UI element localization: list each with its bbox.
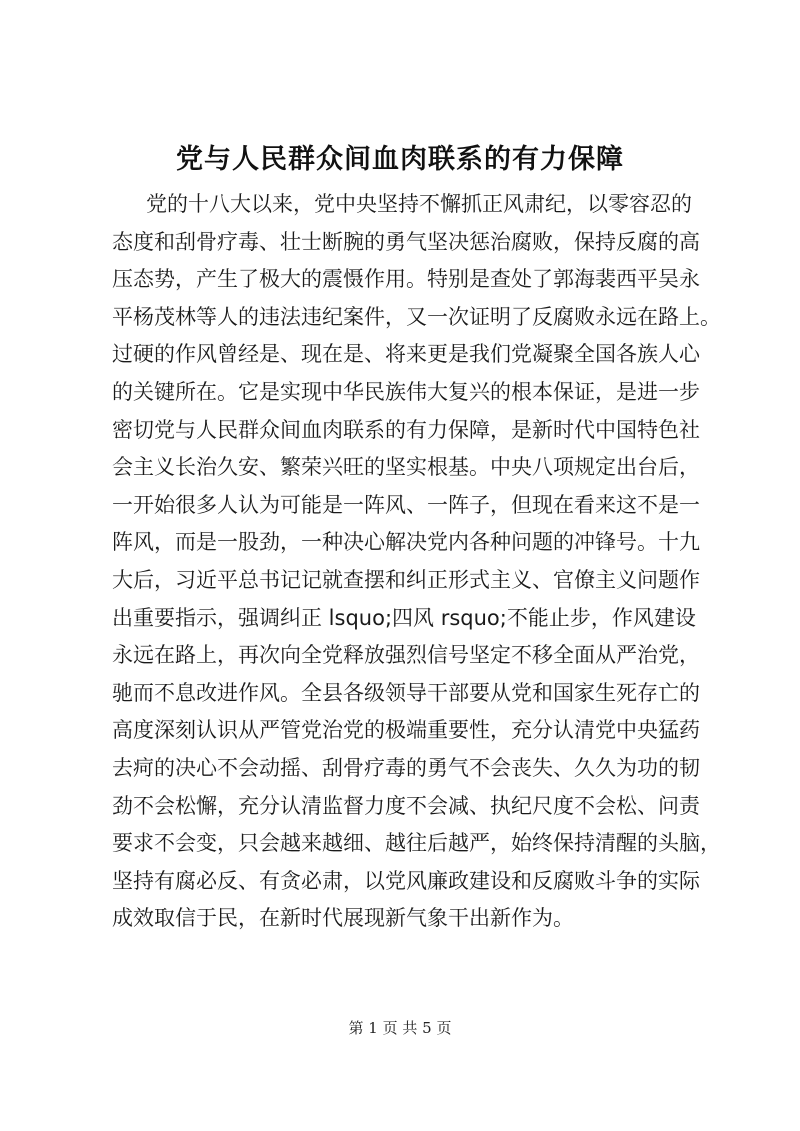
paragraph-line: 党的十八大以来，党中央坚持不懈抓正风肃纪，以零容忍的: [146, 192, 692, 216]
body-paragraph: [112, 186, 721, 938]
paragraph-line: 会主义长治久安、繁荣兴旺的坚实根基。中央八项规定出台后，: [112, 455, 700, 480]
paragraph-line: 态度和刮骨疗毒、壮士断腕的勇气坚决惩治腐败，保持反腐的高: [112, 229, 700, 254]
paragraph-line: 永远在路上，再次向全党释放强烈信号坚定不移全面从严治党，: [112, 643, 700, 668]
paragraph-line: 阵风，而是一股劲，一种决心解决党内各种问题的冲锋号。十九: [112, 530, 700, 555]
paragraph-line: 大后，习近平总书记记就查摆和纠正形式主义、官僚主义问题作: [112, 567, 700, 592]
paragraph-line: 一开始很多人认为可能是一阵风、一阵子，但现在看来这不是一: [112, 492, 700, 517]
paragraph-line: 高度深刻认识从严管党治党的极端重要性，充分认清党中央猛药: [112, 718, 700, 743]
paragraph-line: 过硬的作风曾经是、现在是、将来更是我们党凝聚全国各族人心: [112, 342, 700, 367]
paragraph-line: 去疴的决心不会动摇、刮骨疗毒的勇气不会丧失、久久为功的韧: [112, 755, 700, 780]
paragraph-line: 成效取信于民，在新时代展现新气象干出新作为。: [112, 906, 574, 931]
paragraph-line: 驰而不息改进作风。全县各级领导干部要从党和国家生死存亡的: [112, 680, 700, 705]
paragraph-line: 压态势，产生了极大的震慑作用。特别是查处了郭海裴西平吴永: [112, 267, 700, 292]
paragraph-line: 出重要指示，强调纠正 lsquo;四风 rsquo;不能止步，作风建设: [112, 605, 696, 630]
paragraph-line: 平杨茂林等人的违法违纪案件，又一次证明了反腐败永远在路上。: [112, 304, 721, 329]
paragraph-line: 密切党与人民群众间血肉联系的有力保障，是新时代中国特色社: [112, 417, 700, 442]
paragraph-line: 劲不会松懈，充分认清监督力度不会减、执纪尺度不会松、问责: [112, 793, 700, 818]
document-title: 党与人民群众间血肉联系的有力保障: [176, 144, 624, 175]
paragraph-line: 坚持有腐必反、有贪必肃，以党风廉政建设和反腐败斗争的实际: [112, 868, 700, 893]
page-number-footer: 第 1 页 共 5 页: [348, 1019, 452, 1037]
paragraph-line: 的关键所在。它是实现中华民族伟大复兴的根本保证，是进一步: [112, 379, 700, 404]
paragraph-line: 要求不会变，只会越来越细、越往后越严，始终保持清醒的头脑，: [112, 831, 721, 856]
